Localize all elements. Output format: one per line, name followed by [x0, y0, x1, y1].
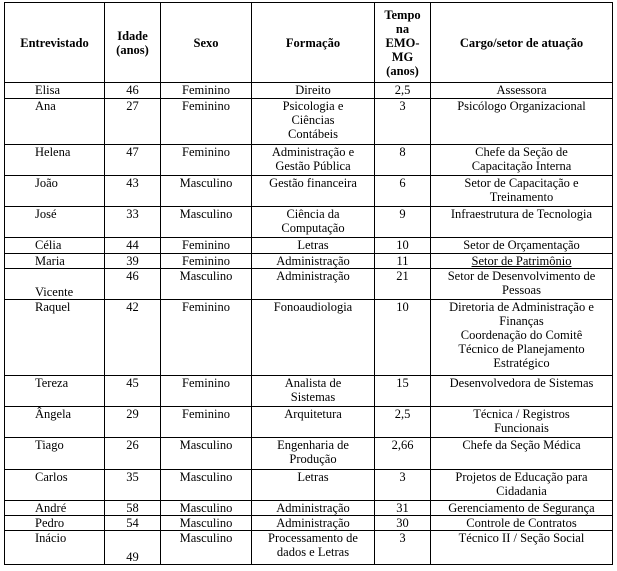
cell-tenure: 15 [375, 376, 431, 407]
cell-education: Administração [252, 501, 375, 516]
cell-sex: Masculino [161, 438, 252, 470]
cell-role: Técnico II / Seção Social [431, 531, 613, 565]
cell-name: Tiago [5, 438, 105, 470]
table-row [5, 176, 613, 207]
cell-age: 43 [105, 176, 161, 207]
cell-role: Gerenciamento de Segurança [431, 501, 613, 516]
cell-education: Letras [252, 470, 375, 501]
table-row [5, 376, 613, 407]
cell-name: Pedro [5, 516, 105, 531]
cell-education: Fonoaudiologia [252, 300, 375, 376]
header-age: Idade (anos) [105, 3, 161, 83]
cell-sex: Feminino [161, 376, 252, 407]
cell-name: Tereza [5, 376, 105, 407]
cell-sex: Feminino [161, 300, 252, 376]
cell-name: Carlos [5, 470, 105, 501]
cell-education: Direito [252, 83, 375, 99]
cell-age: 47 [105, 145, 161, 176]
cell-sex: Masculino [161, 207, 252, 238]
cell-tenure: 31 [375, 501, 431, 516]
cell-name: Vicente [5, 269, 105, 300]
table-row [5, 83, 613, 99]
cell-age: 27 [105, 99, 161, 145]
cell-tenure: 10 [375, 300, 431, 376]
table-row [5, 501, 613, 516]
table-row [5, 145, 613, 176]
cell-sex: Feminino [161, 407, 252, 438]
cell-education: Engenharia de Produção [252, 438, 375, 470]
cell-role: Controle de Contratos [431, 516, 613, 531]
cell-role: Setor de Desenvolvimento de Pessoas [431, 269, 613, 300]
cell-role: Chefe da Seção de Capacitação Interna [431, 145, 613, 176]
cell-tenure: 8 [375, 145, 431, 176]
cell-age: 54 [105, 516, 161, 531]
table-row [5, 438, 613, 470]
cell-sex: Feminino [161, 83, 252, 99]
cell-tenure: 21 [375, 269, 431, 300]
cell-sex: Masculino [161, 470, 252, 501]
cell-role: Psicólogo Organizacional [431, 99, 613, 145]
cell-education: Administração [252, 516, 375, 531]
cell-age: 29 [105, 407, 161, 438]
cell-age: 26 [105, 438, 161, 470]
cell-age: 45 [105, 376, 161, 407]
table-row [5, 407, 613, 438]
cell-education: Letras [252, 238, 375, 254]
cell-tenure: 10 [375, 238, 431, 254]
cell-education: Ciência da Computação [252, 207, 375, 238]
cell-age: 35 [105, 470, 161, 501]
cell-age: 46 [105, 83, 161, 99]
table-row [5, 238, 613, 254]
header-interviewee: Entrevistado [5, 3, 105, 83]
cell-name: Helena [5, 145, 105, 176]
cell-sex: Masculino [161, 176, 252, 207]
interviewees-table [4, 2, 613, 565]
cell-tenure: 2,5 [375, 83, 431, 99]
cell-tenure: 6 [375, 176, 431, 207]
cell-sex: Feminino [161, 238, 252, 254]
header-sex: Sexo [161, 3, 252, 83]
table-row [5, 300, 613, 376]
cell-role: Setor de Capacitação e Treinamento [431, 176, 613, 207]
cell-age: 58 [105, 501, 161, 516]
header-tenure: Tempo na EMO- MG (anos) [375, 3, 431, 83]
cell-tenure: 30 [375, 516, 431, 531]
table-row [5, 207, 613, 238]
cell-role: Técnica / Registros Funcionais [431, 407, 613, 438]
cell-age: 44 [105, 238, 161, 254]
cell-education: Administração e Gestão Pública [252, 145, 375, 176]
cell-sex: Masculino [161, 516, 252, 531]
cell-role: Diretoria de Administração e Finanças Coordenação do Comitê Técnico de Planejamento Estratégico [431, 300, 613, 376]
cell-role: Infraestrutura de Tecnologia [431, 207, 613, 238]
header-education: Formação [252, 3, 375, 83]
cell-education: Psicologia e Ciências Contábeis [252, 99, 375, 145]
cell-sex: Feminino [161, 254, 252, 269]
cell-name: Raquel [5, 300, 105, 376]
cell-role: Chefe da Seção Médica [431, 438, 613, 470]
cell-sex: Masculino [161, 531, 252, 565]
cell-tenure: 3 [375, 99, 431, 145]
cell-name: João [5, 176, 105, 207]
cell-name: André [5, 501, 105, 516]
cell-tenure: 3 [375, 470, 431, 501]
table-row [5, 99, 613, 145]
cell-sex: Masculino [161, 269, 252, 300]
header-row [5, 3, 613, 83]
cell-education: Processamento de dados e Letras [252, 531, 375, 565]
cell-age: 33 [105, 207, 161, 238]
cell-sex: Masculino [161, 501, 252, 516]
cell-name: Elisa [5, 83, 105, 99]
cell-name: Ângela [5, 407, 105, 438]
cell-tenure: 3 [375, 531, 431, 565]
cell-name: Inácio [5, 531, 105, 565]
cell-role-text: Setor de Patrimônio [471, 254, 572, 268]
cell-role: Setor de Orçamentação [431, 238, 613, 254]
cell-name: Ana [5, 99, 105, 145]
cell-education: Gestão financeira [252, 176, 375, 207]
cell-role [431, 254, 613, 269]
cell-education: Analista de Sistemas [252, 376, 375, 407]
table-row [5, 470, 613, 501]
table-row [5, 254, 613, 269]
cell-education: Administração [252, 269, 375, 300]
cell-education: Arquitetura [252, 407, 375, 438]
cell-role: Projetos de Educação para Cidadania [431, 470, 613, 501]
cell-age: 39 [105, 254, 161, 269]
table-row [5, 516, 613, 531]
cell-tenure: 9 [375, 207, 431, 238]
cell-role: Desenvolvedora de Sistemas [431, 376, 613, 407]
cell-education: Administração [252, 254, 375, 269]
cell-role: Assessora [431, 83, 613, 99]
cell-name: Maria [5, 254, 105, 269]
cell-age: 49 [105, 531, 161, 565]
cell-age: 46 [105, 269, 161, 300]
cell-tenure: 2,5 [375, 407, 431, 438]
header-role: Cargo/setor de atuação [431, 3, 613, 83]
cell-name: José [5, 207, 105, 238]
cell-name: Célia [5, 238, 105, 254]
table-row [5, 269, 613, 300]
cell-sex: Feminino [161, 145, 252, 176]
cell-tenure: 11 [375, 254, 431, 269]
cell-age: 42 [105, 300, 161, 376]
cell-sex: Feminino [161, 99, 252, 145]
table-row [5, 531, 613, 565]
cell-tenure: 2,66 [375, 438, 431, 470]
